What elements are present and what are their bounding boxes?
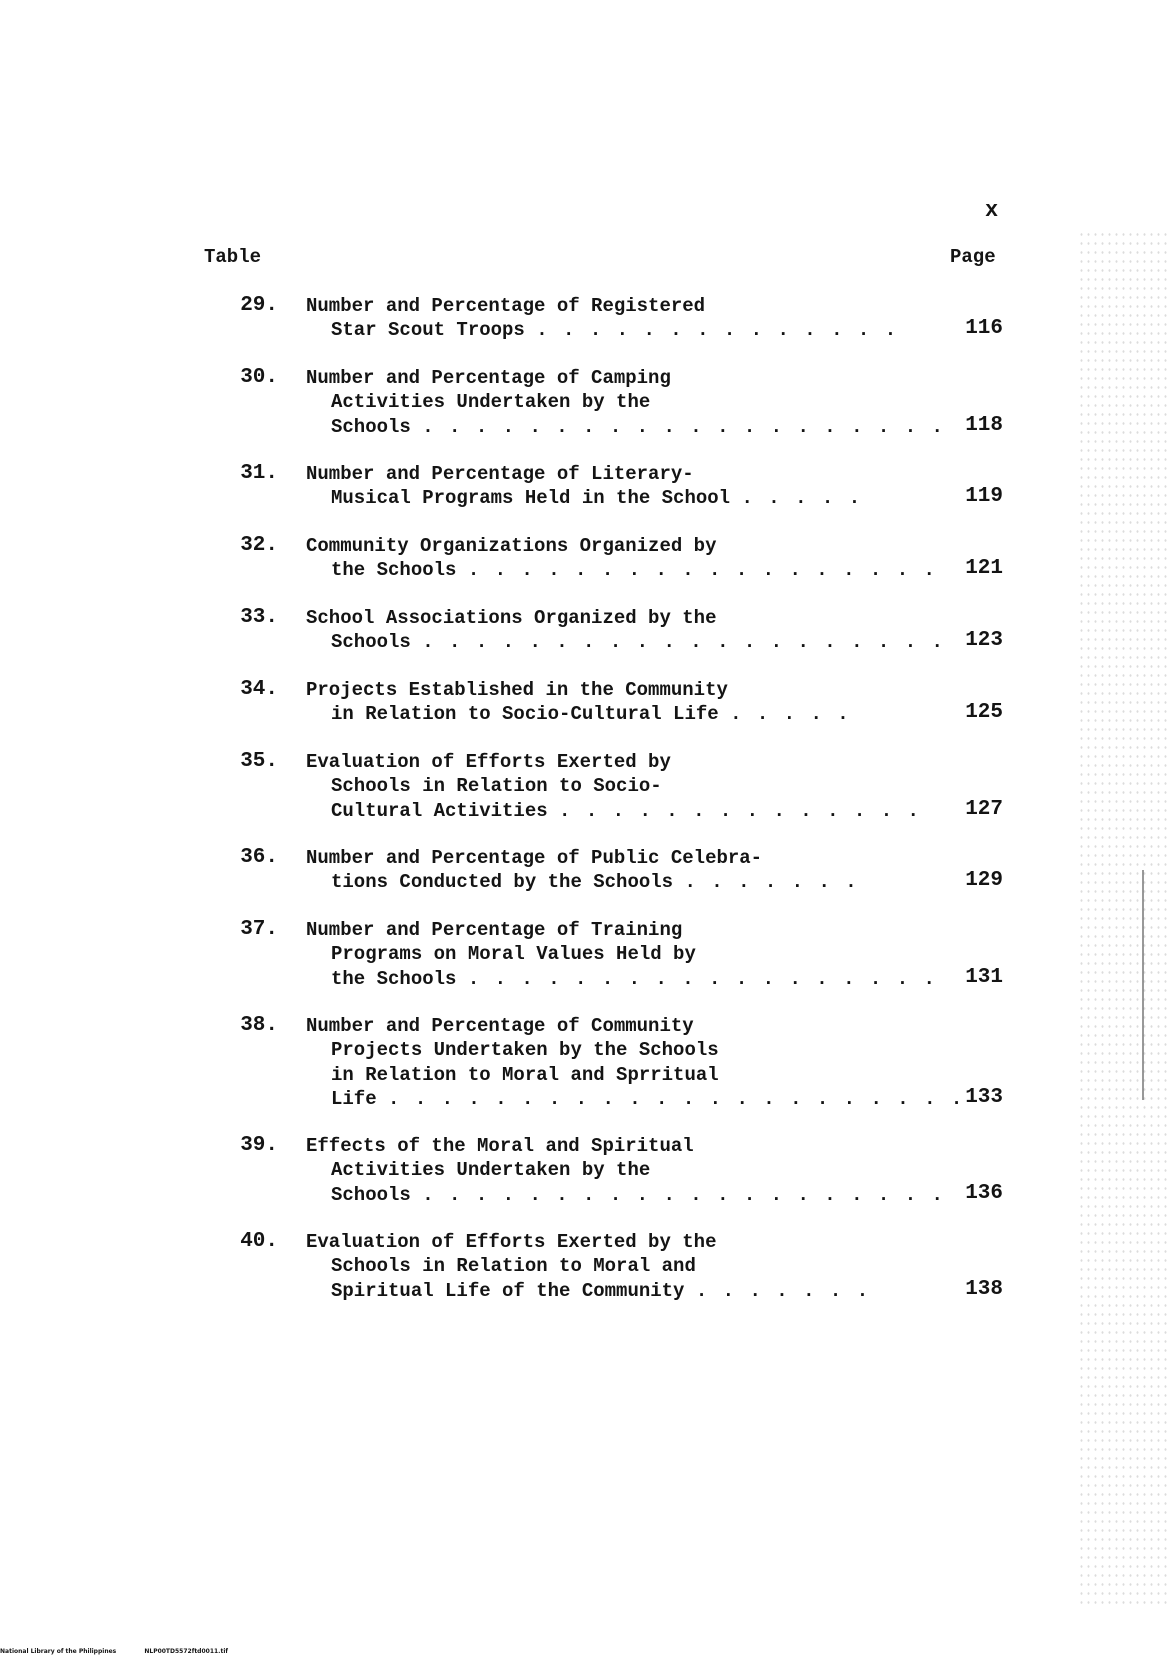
title-line — [306, 390, 906, 414]
title-text: Number and Percentage of Community — [306, 1015, 694, 1037]
dot-leader: . . . . . . . . . . . . . . . . . . . . — [422, 1183, 945, 1206]
title-line — [306, 967, 937, 991]
title-text: the Schools — [331, 967, 457, 990]
title-line — [306, 558, 937, 582]
title-line — [306, 1254, 906, 1278]
title-line — [306, 1158, 906, 1182]
page-ref: 127 — [965, 797, 1003, 821]
scan-edge-line — [1142, 870, 1144, 1100]
dot-leader: . . . . . . . . . . . . . . — [559, 799, 921, 822]
title-line — [306, 678, 906, 702]
title-text: in Relation to Socio-Cultural Life — [331, 703, 719, 726]
title-text: Number and Percentage of Camping — [306, 367, 671, 389]
title-line — [306, 630, 945, 654]
title-text: Effects of the Moral and Spiritual — [306, 1135, 694, 1157]
page-column-header: Page — [950, 246, 996, 268]
page-ref: 121 — [965, 557, 1003, 581]
page-ref: 131 — [965, 965, 1003, 989]
dot-leader: . . . . . — [730, 703, 851, 726]
title-line — [306, 846, 906, 870]
table-number: 36. — [240, 846, 278, 869]
page-ref: 116 — [965, 317, 1003, 341]
title-text: Life — [331, 1088, 377, 1111]
title-line — [306, 750, 906, 774]
title-text: Number and Percentage of Training — [306, 919, 683, 941]
table-title — [306, 1230, 906, 1303]
title-line — [306, 1279, 906, 1303]
title-line — [306, 942, 906, 966]
page-ref: 133 — [965, 1086, 1003, 1110]
title-line — [306, 918, 906, 942]
title-line — [306, 294, 906, 318]
title-line — [306, 534, 906, 558]
scan-footer — [0, 1648, 254, 1655]
title-text: tions Conducted by the Schools — [331, 871, 674, 894]
table-number: 32. — [240, 534, 278, 557]
title-line — [306, 1230, 906, 1254]
dot-leader: . . . . . . . . . . . . . . — [536, 319, 899, 342]
dot-leader: . . . . . . . . . . . . . . . . . . — [467, 559, 937, 582]
title-line — [306, 1134, 906, 1158]
title-line — [306, 799, 921, 823]
title-line — [306, 774, 906, 798]
dot-leader: . . . . . . . — [684, 871, 859, 894]
table-title — [306, 606, 945, 655]
dot-leader: . . . . . . . . . . . . . . . . . . . . . . — [388, 1088, 965, 1111]
table-title — [306, 534, 937, 583]
title-text: Programs on Moral Values Held by — [331, 943, 696, 966]
title-text: the Schools — [331, 559, 457, 582]
title-text: Musical Programs Held in the School — [331, 487, 731, 510]
title-text: Number and Percentage of Registered — [306, 295, 706, 317]
title-text: Star Scout Troops — [331, 319, 525, 342]
title-line — [306, 1014, 906, 1038]
title-text: Spiritual Life of the Community — [331, 1279, 685, 1302]
page-ref: 125 — [965, 701, 1003, 725]
title-line — [306, 462, 906, 486]
table-title — [306, 294, 906, 343]
page-ref: 136 — [965, 1181, 1003, 1205]
page-ref: 129 — [965, 869, 1003, 893]
table-title — [306, 846, 906, 895]
title-line — [306, 1087, 965, 1111]
table-number: 30. — [240, 366, 278, 389]
title-text: Projects Undertaken by the Schools — [331, 1039, 719, 1062]
title-text: Schools — [331, 1183, 411, 1206]
page-number: x — [985, 198, 999, 223]
table-number: 33. — [240, 606, 278, 629]
page-ref: 138 — [965, 1277, 1003, 1301]
title-text: School Associations Organized by the — [306, 607, 717, 629]
table-title — [306, 462, 906, 511]
title-line — [306, 318, 906, 342]
title-text: Schools — [331, 631, 411, 654]
table-number: 38. — [240, 1014, 278, 1037]
table-title — [306, 678, 906, 727]
title-line — [306, 366, 906, 390]
table-number: 34. — [240, 678, 278, 701]
title-line — [306, 702, 906, 726]
table-number: 39. — [240, 1134, 278, 1157]
title-text: Activities Undertaken by the — [331, 391, 651, 414]
page-ref: 119 — [965, 485, 1003, 509]
title-text: Evaluation of Efforts Exerted by the — [306, 1231, 717, 1253]
title-text: Schools — [331, 415, 411, 438]
title-text: Number and Percentage of Public Celebra- — [306, 847, 763, 869]
title-text: in Relation to Moral and Sprritual — [331, 1063, 719, 1086]
table-title — [306, 366, 945, 439]
table-number: 35. — [240, 750, 278, 773]
page-ref: 123 — [965, 629, 1003, 653]
title-line — [306, 415, 945, 439]
title-line — [306, 870, 906, 894]
table-number: 29. — [240, 294, 278, 317]
title-text: Evaluation of Efforts Exerted by — [306, 751, 671, 773]
table-number: 37. — [240, 918, 278, 941]
table-title — [306, 1014, 965, 1112]
dot-leader: . . . . . — [741, 487, 863, 510]
dot-leader: . . . . . . . . . . . . . . . . . . . . — [422, 415, 945, 438]
table-column-header: Table — [204, 246, 262, 268]
table-number: 31. — [240, 462, 278, 485]
table-number: 40. — [240, 1230, 278, 1253]
footer-library: National Library of the Philippines — [0, 1648, 117, 1655]
dot-leader: . . . . . . . . . . . . . . . . . . — [467, 967, 937, 990]
title-line — [306, 486, 906, 510]
footer-file: NLP00TD5572ftd0011.tif — [144, 1648, 228, 1655]
page-ref: 118 — [965, 413, 1003, 437]
title-line — [306, 606, 906, 630]
title-text: Number and Percentage of Literary- — [306, 463, 694, 485]
table-title — [306, 1134, 945, 1207]
title-text: Schools in Relation to Moral and — [331, 1255, 696, 1278]
title-text: Community Organizations Organized by — [306, 535, 717, 557]
title-line — [306, 1038, 906, 1062]
scan-noise — [1078, 230, 1168, 1610]
title-text: Activities Undertaken by the — [331, 1159, 651, 1182]
title-text: Projects Established in the Community — [306, 679, 728, 701]
title-line — [306, 1063, 906, 1087]
table-title — [306, 918, 937, 991]
title-line — [306, 1183, 945, 1207]
title-text: Schools in Relation to Socio- — [331, 775, 662, 798]
dot-leader: . . . . . . . — [695, 1279, 871, 1302]
title-text: Cultural Activities — [331, 799, 548, 822]
dot-leader: . . . . . . . . . . . . . . . . . . . . — [422, 631, 945, 654]
table-title — [306, 750, 921, 823]
